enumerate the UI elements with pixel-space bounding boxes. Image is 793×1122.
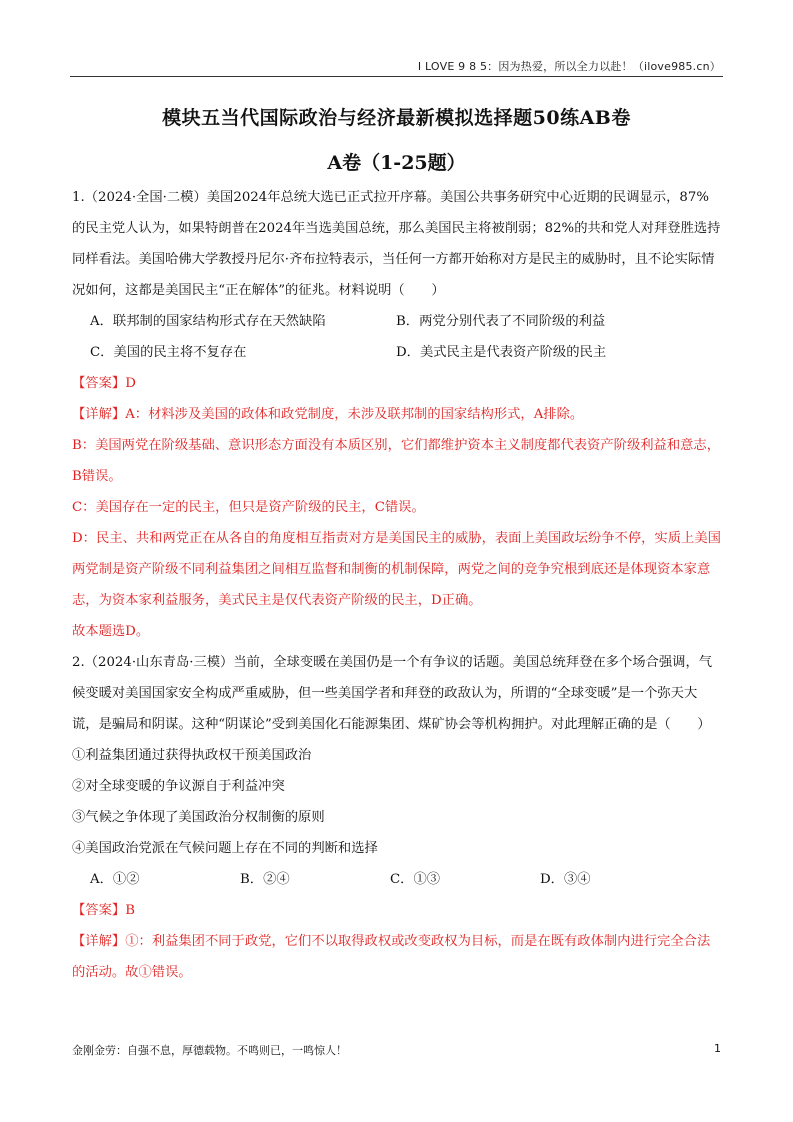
detail-text: ①：利益集团不同于政党，它们不以取得政权或改变政权为目标，而是在既有政体制内进行完全合法的活动。故①错误。 (72, 934, 711, 980)
question-2-option-c: C．①③ (390, 872, 441, 887)
question-2-options (72, 864, 722, 895)
question-2-option-b: B．②④ (240, 872, 290, 887)
question-1-detail-c: C：美国存在一定的民主，但只是资产阶级的民主，C错误。 (72, 500, 425, 515)
page-subtitle: A卷（1-25题） (327, 152, 466, 174)
question-2-detail (72, 926, 722, 988)
question-1-option-d: D．美式民主是代表资产阶级的民主 (396, 345, 607, 360)
question-1-options-row-2 (72, 337, 722, 368)
page-title: 模块五当代国际政治与经济最新模拟选择题50练AB卷 (162, 107, 631, 129)
question-2-option-a: A．①② (90, 872, 140, 887)
question-1-answer (72, 368, 722, 399)
detail-label: 【详解】 (72, 934, 126, 949)
answer-value: B (125, 903, 135, 918)
answer-label: 【答案】 (72, 376, 126, 391)
question-1-detail-b: B：美国两党在阶级基础、意识形态方面没有本质区别，它们都维护资本主义制度都代表资产阶级利益和意志，B错误。 (72, 438, 721, 484)
question-1-conclusion: 故本题选D。 (72, 624, 150, 639)
question-1-detail-a (72, 399, 722, 430)
footer-motto: 金刚金劳：自强不息，厚德载物。不鸣则已，一鸣惊人！ (72, 1044, 347, 1057)
question-1-stem: 1.（2024·全国·二模）美国2024年总统大选已正式拉开序幕。美国公共事务研究中心近期的民调显示，87%的民主党人认为，如果特朗普在2024年当选美国总统，那么美国民主将被削弱；82%的共和党人对拜登胜选持同样看法。美国哈佛大学教授丹尼尔·齐布拉特表示，当任何一方都开始称对方是民主的威胁时，且不论实际情况如何，这都是美国民主“正在解体”的征兆。材料说明（ ） (72, 190, 721, 298)
question-2-item-3: ③气候之争体现了美国政治分权制衡的原则 (72, 810, 325, 825)
header-text: I LOVE 9 8 5：因为热爱，所以全力以赴！（ilove985.cn） (417, 60, 721, 73)
detail-label: 【详解】 (72, 407, 126, 422)
content (72, 182, 722, 988)
question-2-stem: 2.（2024·山东青岛·三模）当前，全球变暖在美国仍是一个有争议的话题。美国总统拜登在多个场合强调，气候变暖对美国国家安全构成严重威胁，但一些美国学者和拜登的政敌认为，所谓的“全球变暖”是一个弥天大谎，是骗局和阴谋。这种“阴谋论”受到美国化石能源集团、煤矿协会等机构拥护。对此理解正确的是（ ） (72, 655, 713, 732)
page-number: 1 (714, 1042, 721, 1055)
detail-text: A：材料涉及美国的政体和政党制度，未涉及联邦制的国家结构形式，A排除。 (125, 407, 584, 422)
question-2-option-d: D．③④ (540, 872, 591, 887)
question-2-item-1: ①利益集团通过获得执政权干预美国政治 (72, 748, 312, 763)
question-1-option-a: A．联邦制的国家结构形式存在天然缺陷 (90, 314, 326, 329)
header-divider (70, 76, 723, 77)
question-1-detail-d: D：民主、共和两党正在从各自的角度相互指责对方是美国民主的威胁，表面上美国政坛纷争不停，实质上美国两党制是资产阶级不同利益集团之间相互监督和制衡的机制保障，两党之间的竞争究根到底还是体现资本家意志，为资本家利益服务，美式民主是仅代表资产阶级的民主，D正确。 (72, 531, 721, 608)
question-1-option-b: B．两党分别代表了不同阶级的利益 (396, 314, 606, 329)
answer-value: D (125, 376, 136, 391)
question-1-options-row-1 (72, 306, 722, 337)
question-1-option-c: C．美国的民主将不复存在 (90, 345, 247, 360)
question-2-item-2: ②对全球变暖的争议源自于利益冲突 (72, 779, 285, 794)
answer-label: 【答案】 (72, 903, 126, 918)
question-2-answer (72, 895, 722, 926)
question-2-item-4: ④美国政治党派在气候问题上存在不同的判断和选择 (72, 841, 378, 856)
